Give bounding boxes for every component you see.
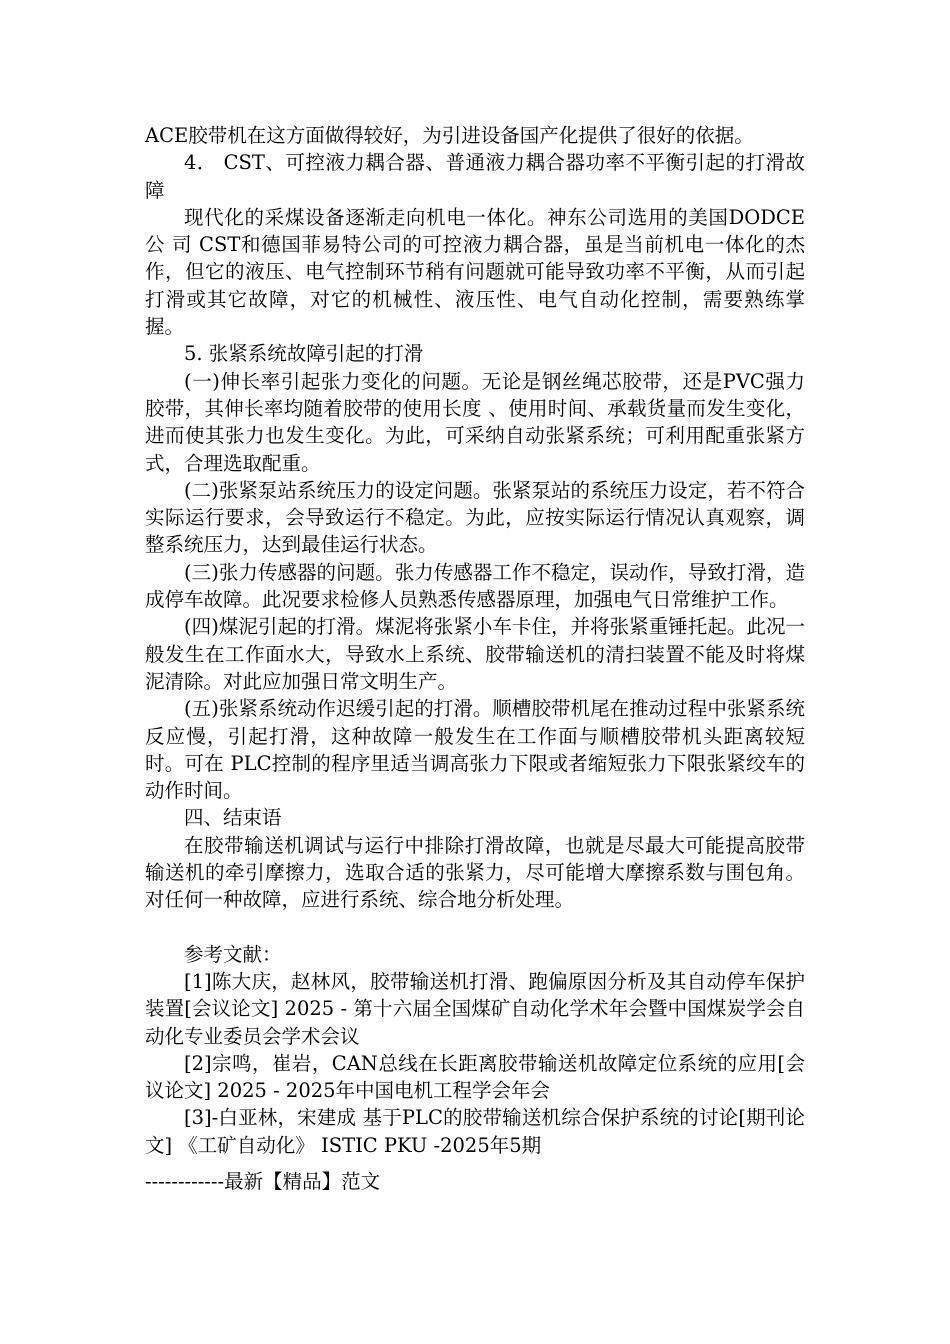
paragraph-coal-slime: (四)煤泥引起的打滑。煤泥将张紧小车卡住，并将张紧重锤托起。此况一般发生在工作面水大，导致水上系统、胶带输送机的清扫装置不能及时将煤泥清除。对此应加强日常文明生产。: [145, 615, 805, 693]
footer-tagline: ------------最新【精品】范文: [145, 1170, 381, 1193]
heading-conclusion: 四、结束语: [184, 806, 282, 830]
reference-item-3: [3]-白亚林，宋建成 基于PLC的胶带输送机综合保护系统的讨论[期刊论文] 《工矿自动化》 ISTIC PKU -2025年5期: [145, 1106, 805, 1157]
document-body: [145, 122, 805, 1159]
reference-item-1: [1]陈大庆，赵林风，胶带输送机打滑、跑偏原因分析及其自动停车保护装置[会议论文] 2025 - 第十六届全国煤矿自动化学术年会暨中国煤炭学会自动化专业委员会学术会议: [145, 969, 805, 1048]
paragraph-ace-intro: ACE胶带机在这方面做得较好，为引进设备国产化提供了很好的依据。: [145, 124, 754, 147]
references-title: 参考文献：: [184, 942, 282, 966]
paragraph-mechatronics: 现代化的采煤设备逐渐走向机电一体化。神东公司选用的美国DODCE公 司 CST和德国菲易特公司的可控液力耦合器，虽是当前机电一体化的杰作，但它的液压、电气控制环节稍有问题就可能导致功率不平衡，从而引起打滑或其它故障，对它的机械性、液压性、电气自动化控制，需要熟练掌握。: [145, 205, 805, 339]
heading-4-power-imbalance: 4． CST、可控液力耦合器、普通液力耦合器功率不平衡引起的打滑故障: [145, 151, 805, 202]
reference-item-2: [2]宗鸣，崔岩，CAN总线在长距离胶带输送机故障定位系统的应用[会议论文] 2025 - 2025年中国电机工程学会年会: [145, 1051, 805, 1103]
paragraph-elongation: (一)伸长率引起张力变化的问题。无论是钢丝绳芯胶带，还是PVC强力胶带，其伸长率均随着胶带的使用长度 、使用时间、承载货量而发生变化，进而使其张力也发生变化。为此，可采纳自动张紧系统；可利用配重张紧方式，合理选取配重。: [145, 369, 805, 475]
paragraph-tension-sensor: (三)张力传感器的问题。张力传感器工作不稳定，误动作，导致打滑，造成停车故障。此况要求检修人员熟悉传感器原理，加强电气日常维护工作。: [145, 560, 805, 612]
paragraph-slow-response: (五)张紧系统动作迟缓引起的打滑。顺槽胶带机尾在推动过程中张紧系统反应慢，引起打滑，这种故障一般发生在工作面与顺槽胶带机头距离较短时。可在 PLC控制的程序里适当调高张力下限或者缩短张力下限张紧绞车的动作时间。: [145, 697, 805, 803]
heading-5-tension-system: 5. 张紧系统故障引起的打滑: [184, 342, 424, 366]
paragraph-pump-pressure: (二)张紧泵站系统压力的设定问题。张紧泵站的系统压力设定，若不符合实际运行要求，会导致运行不稳定。为此，应按实际运行情况认真观察，调整系统压力，达到最佳运行状态。: [145, 478, 805, 557]
paragraph-conclusion: 在胶带输送机调试与运行中排除打滑故障，也就是尽最大可能提高胶带输送机的牵引摩擦力，选取合适的张紧力，尽可能增大摩擦系数与围包角。对任何一种故障，应进行系统、综合地分析处理。: [145, 833, 805, 912]
blank-line: [145, 914, 805, 941]
